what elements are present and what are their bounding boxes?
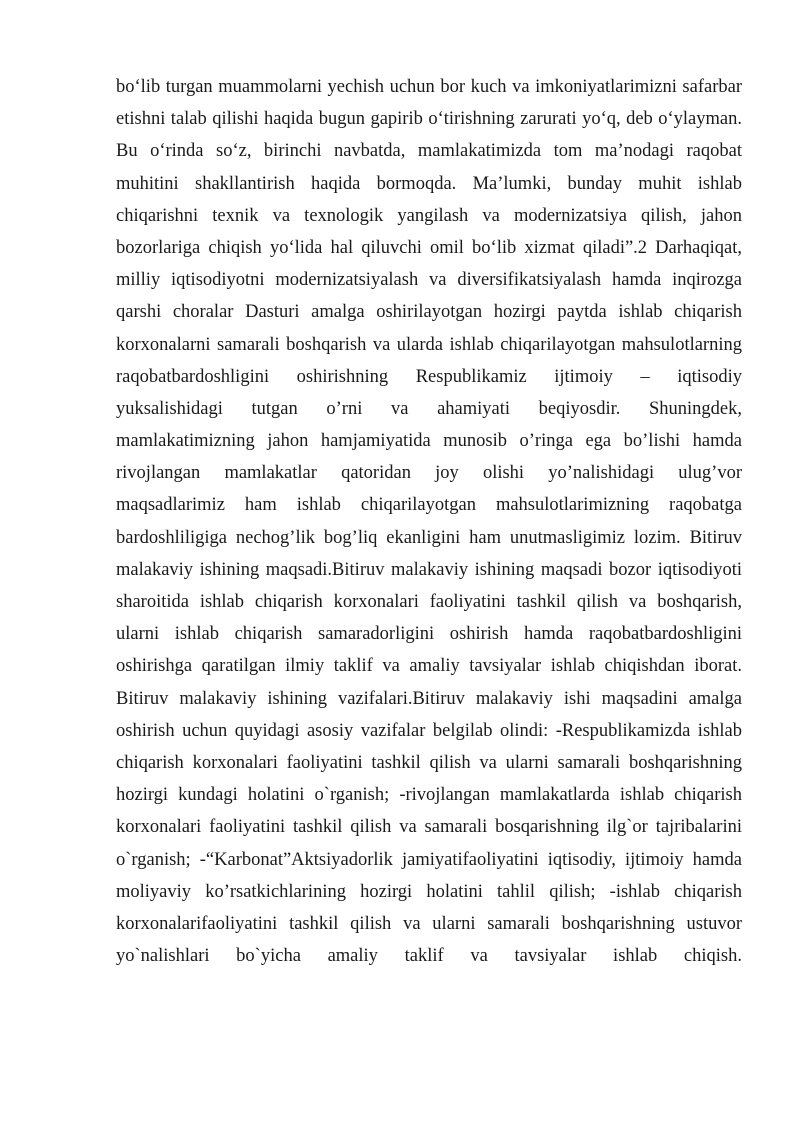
text-line: o`rganish; -“Karbonat”Aktsiyadorlik jamiyatifaoliyatini iqtisodiy, ijtimoiy hamda xyxy=(116,849,742,870)
text-line: raqobatbardoshligini oshirishning Respublikamiz ijtimoiy – iqtisodiy xyxy=(116,366,742,387)
text-line: muhitini shakllantirish haqida bormoqda. Ma’lumki, bunday muhit ishlab xyxy=(116,173,742,194)
text-line: qarshi choralar Dasturi amalga oshirilayotgan hozirgi paytda ishlab chiqarish xyxy=(116,302,742,323)
text-line: hozirgi kundagi holatini o`rganish; -rivojlangan mamlakatlarda ishlab chiqarish xyxy=(116,785,742,806)
text-line: etishni talab qilishi haqida bugun gapirib o‘tirishning zarurati yo‘q, deb o‘ylayman. xyxy=(116,109,742,130)
text-line: korxonalarifaoliyatini tashkil qilish va ularni samarali boshqarishning ustuvor xyxy=(116,913,742,934)
text-line: bo‘lib turgan muammolarni yechish uchun bor kuch va imkoniyatlarimizni safarbar xyxy=(116,77,742,97)
body-text xyxy=(116,74,742,975)
text-line: oshirish uchun quyidagi asosiy vazifalar belgilab olindi: -Respublikamizda ishlab xyxy=(116,720,742,741)
text-line: korxonalari faoliyatini tashkil qilish va samarali bosqarishning ilg`or tajribalarini xyxy=(116,817,742,838)
text-line: moliyaviy ko’rsatkichlarining hozirgi holatini tahlil qilish; -ishlab chiqarish xyxy=(116,881,742,902)
text-line: chiqarish korxonalari faoliyatini tashkil qilish va ularni samarali boshqarishning xyxy=(116,752,742,773)
text-line: milliy iqtisodiyotni modernizatsiyalash va diversifikatsiyalash hamda inqirozga xyxy=(116,270,742,291)
text-line: bozorlariga chiqish yo‘lida hal qiluvchi omil bo‘lib xizmat qiladi”.2 Darhaqiqat, xyxy=(116,237,742,258)
text-line: yo`nalishlari bo`yicha amaliy taklif va tavsiyalar ishlab chiqish. xyxy=(116,946,742,967)
text-line: Bu o‘rinda so‘z, birinchi navbatda, mamlakatimizda tom ma’nodagi raqobat xyxy=(116,141,742,162)
text-line: maqsadlarimiz ham ishlab chiqarilayotgan mahsulotlarimizning raqobatga xyxy=(116,495,742,516)
text-line: oshirishga qaratilgan ilmiy taklif va amaliy tavsiyalar ishlab chiqishdan iborat. xyxy=(116,656,742,677)
text-line: chiqarishni texnik va texnologik yangilash va modernizatsiya qilish, jahon xyxy=(116,205,742,226)
text-line: korxonalarni samarali boshqarish va ularda ishlab chiqarilayotgan mahsulotlarning xyxy=(116,334,742,355)
text-line: ularni ishlab chiqarish samaradorligini oshirish hamda raqobatbardoshligini xyxy=(116,624,742,645)
text-line: mamlakatimizning jahon hamjamiyatida munosib o’ringa ega bo’lishi hamda xyxy=(116,431,742,452)
text-line: yuksalishidagi tutgan o’rni va ahamiyati beqiyosdir. Shuningdek, xyxy=(116,398,742,419)
text-line: bardoshliligiga nechog’lik bog’liq ekanligini ham unutmasligimiz lozim. Bitiruv xyxy=(116,527,742,548)
text-line: rivojlangan mamlakatlar qatoridan joy olishi yo’nalishidagi ulug’vor xyxy=(116,463,742,484)
text-line: sharoitida ishlab chiqarish korxonalari faoliyatini tashkil qilish va boshqarish, xyxy=(116,592,742,612)
text-line: malakaviy ishining maqsadi.Bitiruv malakaviy ishining maqsadi bozor iqtisodiyoti xyxy=(116,559,742,580)
text-line: Bitiruv malakaviy ishining vazifalari.Bitiruv malakaviy ishi maqsadini amalga xyxy=(116,688,742,709)
